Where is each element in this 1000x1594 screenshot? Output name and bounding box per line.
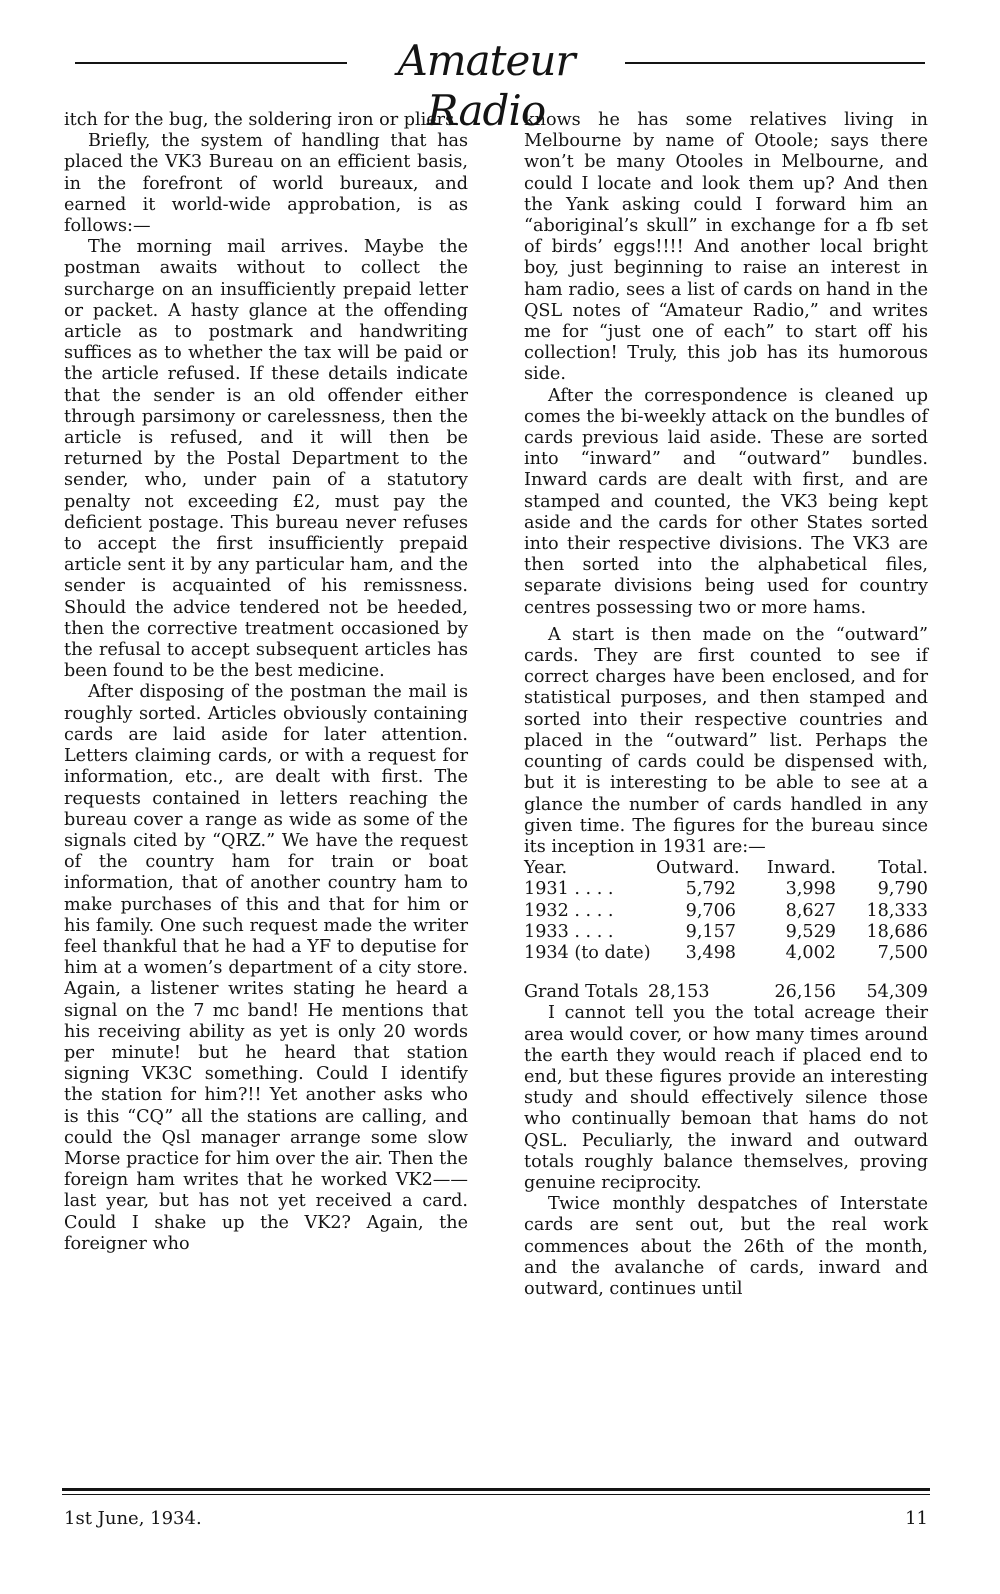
table-cell-outward: 5,792 [685,879,736,900]
masthead-title: Amateur Radio [397,36,575,135]
paragraph: After disposing of the postman the mail is roughly sorted. Articles obviously containing cards are laid aside for later attention. Letters claiming cards, or with a request for information, etc., are dealt with first. The requests contained in letters reaching the bureau cover a range as wide as some of the signals cited by “QRZ.” We have the request of the country ham for train or boat information, that of another country ham to make purchases of this and that for him or his family. One such request made the writer feel thankful that he had a YF to deputise for him at a women’s department of a city store. Again, a listener writes stating he heard a signal on the 7 mc band! He mentions that his receiving ability as yet is only 20 words per minute! but he heard that station signing VK3C something. Could I identify the station for him?!! Yet another asks who is this “CQ” all the stations are calling, and could the Qsl manager arrange some slow Morse practice for him over the air. Then the foreign ham writes that he worked VK2——last year, but has not yet received a card. Could I shake up the VK2? Again, the foreigner who [64,682,468,1254]
table-cell-outward: 3,498 [685,942,736,963]
table-header-year: Year. [524,858,568,879]
paragraph: Twice monthly despatches of Interstate cards are sent out, but the real work commences about the 26th of the month, and the avalanche of cards, inward and outward, continues until [524,1194,928,1299]
grand-total-outward: 28,153 [648,982,710,1003]
paragraph: After the correspondence is cleaned up comes the bi-weekly attack on the bundles of cards previous laid aside. These are sorted into “inward” and “outward” bundles. Inward cards are dealt with first, and are stamped and counted, the VK3 being kept aside and the cards for other States sorted into their respective divisions. The VK3 are then sorted into the alphabetical files, separate divisions being used for country centres possessing two or more hams. [524,385,928,618]
grand-total-row [524,982,928,1003]
grand-total-inward: 26,156 [774,982,836,1003]
paragraph: knows he has some relatives living in Melbourne by name of Otoole; says there won’t be many Otooles in Melbourne, and could I locate and look them up? And then the Yank asking could I forward him an “aboriginal’s skull” in exchange for a fb set of birds’ eggs!!!! And another local bright boy, just beginning to raise an interest in ham radio, sees a list of cards on hand in the QSL notes of “Amateur Radio,” and writes me for “just one of each” to start off his collection! Truly, this job has its humorous side. [524,110,928,385]
table-cell-total: 18,333 [866,900,928,921]
table-header-row [524,858,928,879]
issue-date: 1st June, 1934. [64,1508,202,1529]
table-row [524,922,928,943]
table-cell-inward: 9,529 [785,921,836,942]
table-row [524,943,928,964]
page-number: 11 [905,1508,928,1529]
table-cell-outward: 9,706 [685,900,736,921]
paragraph: I cannot tell you the total acreage their area would cover, or how many times around the earth they would reach if placed end to end, but these figures provide an interesting study and should effectively silence those who continually bemoan that hams do not QSL. Peculiarly, the inward and outward totals roughly balance themselves, proving genuine reciprocity. [524,1003,928,1193]
table-cell-total: 7,500 [877,942,928,963]
paragraph: itch for the bug, the soldering iron or pliers. [64,110,460,130]
paragraph: A start is then made on the “outward” cards. They are first counted to see if correct charges have been enclosed, and for statistical purposes, and then stamped and sorted into their respective countries and placed in the “outward” list. Perhaps the counting of cards could be dispensed with, but it is interesting to be able to see at a glance the number of cards handled in any given time. The figures for the bureau since its inception in 1931 are:— [524,624,928,857]
grand-total-label: Grand Totals [524,982,639,1003]
masthead-rule-left [75,62,347,64]
table-cell-inward: 4,002 [785,942,836,963]
paragraph: Briefly, the system of handling that has placed the VK3 Bureau on an efficient basis, in the forefront of world bureaux, and earned it world-wide approbation, is as follows:— [64,131,468,237]
table-cell-outward: 9,157 [685,921,736,942]
table-cell-total: 9,790 [877,879,928,900]
table-cell-total: 18,686 [866,921,928,942]
table-header-inward: Inward. [766,858,836,879]
left-column [64,110,468,1255]
table-cell-inward: 3,998 [785,879,836,900]
bureau-statistics-table [524,858,928,1003]
table-header-total: Total. [878,858,928,879]
right-column-top [524,110,928,858]
grand-total-total: 54,309 [866,982,928,1003]
paragraph: The morning mail arrives. Maybe the postman awaits without to collect the surcharge on an insufficiently prepaid letter or packet. A hasty glance at the offending article as to postmark and handwriting suffices as to whether the tax will be paid or the article refused. If these details indicate that the sender is an old offender either through parsimony or carelessness, then the article is refused, and it will then be returned by the Postal Department to the sender, who, under pain of a statutory penalty not exceeding £2, must pay the deficient postage. This bureau never refuses to accept the first insufficiently prepaid article sent it by any particular ham, and the sender is acquainted of his remissness. Should the advice tendered not be heeded, then the corrective treatment occasioned by the refusal to accept subsequent articles has been found to be the best medicine. [64,237,468,682]
footer-rule [62,1488,930,1491]
table-cell-year: 1933 . . . . [524,921,614,942]
masthead-rule-right [625,62,925,64]
table-cell-year: 1931 . . . . [524,879,614,900]
table-cell-year: 1934 (to date) [524,942,651,963]
table-cell-inward: 8,627 [785,900,836,921]
table-row [524,901,928,922]
table-cell-year: 1932 . . . . [524,900,614,921]
right-column [524,110,928,1300]
table-header-outward: Outward. [656,858,740,879]
right-column-bottom [524,1003,928,1300]
table-row [524,879,928,900]
footer-rule-thin [62,1494,930,1495]
